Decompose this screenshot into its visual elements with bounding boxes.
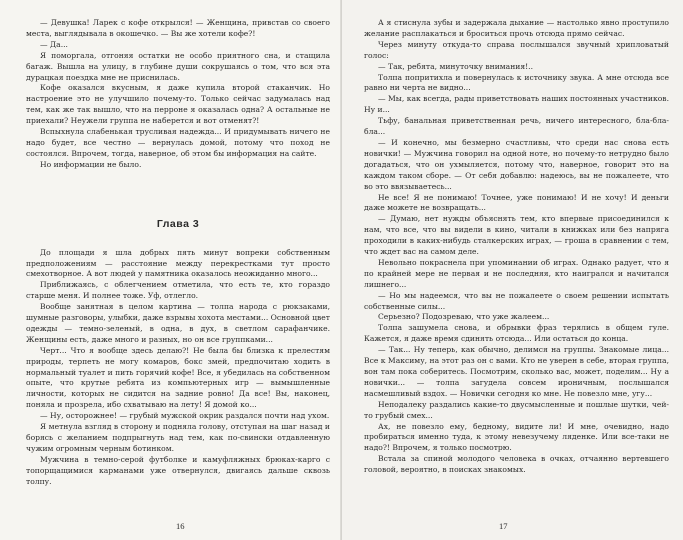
paragraph: — Но мы надеемся, что вы не пожалеете о своем решении испытать собственные силы... — [364, 290, 669, 311]
paragraph: — Да... — [40, 39, 68, 49]
left-page-text — [26, 18, 330, 488]
chapter-title: Глава 3 — [156, 217, 200, 230]
page-number: 16 — [176, 521, 185, 531]
page-number: 17 — [499, 521, 508, 531]
paragraph: Я метнула взгляд в сторону и подняла голову, отступая на шаг назад и борясь с желанием подпрыгнуть над тем, как по-свински отдавленную чужим огромным черным ботинком. — [26, 422, 330, 453]
paragraph: Вспыхнула слабенькая трусливая надежда... И придумывать ничего не надо будет, все честно — вернулась домой, потому что поход не состоялся. Впрочем, тогда, наверное, об этом бы информация на сайте. — [26, 127, 330, 158]
paragraph: Неподалеку раздались какие-то двусмысленные и пошлые шутки, чей-то грубый смех... — [364, 399, 669, 420]
paragraph: Кофе оказался вкусным, я даже купила второй стаканчик. Но настроение это не улучшило почему-то. Только сейчас задумалась над тем, как же так вышло, что на перроне я оказалась одна? А остальные не приехали? Неужели группа не наберется и вот отменят?! — [26, 83, 330, 126]
paragraph: Невольно покраснела при упоминании об играх. Однако радует, что я по крайней мере не первая и не последняя, кто наигрался и начитался лишнего... — [364, 257, 669, 289]
paragraph: Но информации не было. — [40, 159, 142, 169]
paragraph: Тьфу, банальная приветственная речь, ничего интересного, бла-бла-бла... — [364, 116, 669, 137]
paragraph: — Ну, осторожнее! — грубый мужской окрик раздался почти над ухом. — [40, 411, 330, 421]
paragraph: Через минуту откуда-то справа послышался звучный хрипловатый голос: — [364, 39, 669, 60]
paragraph: Серьезно? Подозреваю, что уже жалеем... — [378, 312, 550, 322]
paragraph: Ах, не повезло ему, бедному, видите ли! И мне, очевидно, надо пробираться именно туда, к этому невезучему ляденке. Или все-таки не надо?! Впрочем, я только посмотрю. — [364, 421, 669, 453]
right-page — [342, 0, 683, 540]
paragraph: — И конечно, мы безмерно счастливы, что среди нас снова есть новички! — Мужчина говорил на одной ноте, но почему-то нетрудно было догадаться, что он ухмыляется, потому что, наверное, говорит это на каждом таком сборе. — От себя добавлю: надеюсь, вы не пожалеете, что во это ввязываетесь... — [364, 137, 669, 191]
paragraph: — Так, ребята, минуточку внимания!.. — [378, 61, 533, 71]
paragraph: — Так... Ну теперь, как обычно, делимся на группы. Знакомые лица... Все к Максиму, на этот раз он с вами. Кто не уверен в себе, вторая группа, вон там пока соберитесь. Посмотрим, сколько вас, может, поделим... Ну а новички... — толпа загудела совсем ироничным, послышался насмешливый вздох. — Новички сегодня ко мне. Не повезло мне, угу... — [364, 345, 669, 398]
paragraph: — Думаю, нет нужды объяснять тем, кто впервые присоединился к нам, что все, что вы видели в кино, читали в книжках или без напряга проходили в каких-нибудь сталкерских играх, — гроша в сравнении с тем, что ждет вас на самом деле. — [364, 214, 669, 257]
paragraph: До площади я шла добрых пять минут вопреки собственным предположениям — расстояние между перекрестками тут просто смехотворное. А вот людей у памятника оказалось неожиданно много... — [26, 247, 330, 279]
paragraph: Толпа зашумела снова, и обрывки фраз терялись в общем гуле. Кажется, я даже время сдинять отсюда... Или остаться до конца. — [364, 323, 669, 344]
paragraph: Толпа попритихла и повернулась к источнику звука. А мне отсюда все равно ни черта не видно... — [364, 72, 669, 93]
paragraph: Мужчина в темно-серой футболке и камуфляжных брюках-карго с топорщащимися карманами уже отвернулся, двигаясь дальше сквозь толпу. — [26, 454, 330, 486]
paragraph: Черт... Что я вообще здесь делаю?! Не была бы близка к прелестям природы, терпеть не могу комаров, бокс змей, предпочитаю ходить в нормальный туалет и пить горячий кофе! Все, я убедилась на собственном опыте, что крутые ребята из компьютерных игр — вымышленные личности, которых не сидится на задние ровно! Да все! Вы, наконец, поняла и прозрела, ибо схватываю на лету! Я домой ко... — [26, 345, 330, 410]
paragraph: — Мы, как всегда, рады приветствовать наших постоянных участников. Ну и... — [364, 94, 669, 115]
paragraph: Встала за спиной молодого человека в очках, отчаянно вертевшего головой, вероятно, в поисках знакомых. — [364, 454, 669, 475]
paragraph: А я стиснула зубы и задержала дыхание — настолько явно проступило желание расплакаться и броситься прочь отсюда прямо сейчас. — [364, 18, 669, 38]
paragraph: Вообще занятная в целом картина — толпа народа с рюкзаками, шумные разговоры, улыбки, даже взрывы хохота местами... Основной цвет одежды — темно-зеленый, в одна, в дух, в светлом сарафанчике. Женщины есть, даже много и разных, но он все группками... — [26, 302, 331, 344]
paragraph: Я поморгала, отгоняя остатки не особо приятного сна, и стащила багаж. Вышла на улицу, в глубине души сокрушаясь о том, что вся эта дурацкая поездка мне не приснилась. — [26, 50, 330, 82]
paragraph: Приближаясь, с облегчением отметила, что есть те, кто гораздо старше меня. И полнее тоже. Уф, отлегло. — [26, 280, 330, 301]
paragraph: Не все! Я не понимаю! Точнее, уже понимаю! И не хочу! И деньги даже можете не возвращать... — [364, 192, 669, 213]
paragraph: — Девушка! Ларек с кофе открылся! — Женщина, привстав со своего места, выглядывала в окошечко. — Вы же хотели кофе?! — [26, 18, 330, 38]
right-page-text — [364, 18, 669, 476]
